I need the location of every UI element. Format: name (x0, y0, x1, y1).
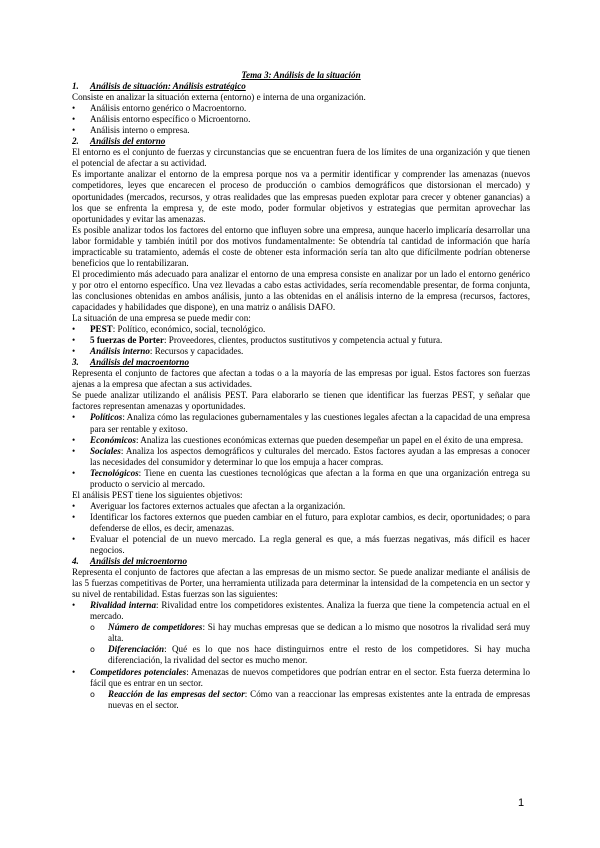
list-item: • Evaluar el potencial de un nuevo mercado. La regla general es que, a más fuerzas negativas, más difícil es hacer negocios. (72, 533, 530, 556)
document-page (72, 70, 530, 711)
list-item: • Análisis interno: Recursos y capacidades. (72, 346, 244, 357)
bullet-icon: • (72, 103, 76, 114)
section-heading-1: 1. Análisis de situación: Análisis estratégico (72, 81, 246, 92)
bullet-icon: • (72, 434, 76, 445)
paragraph: Se puede analizar utilizando el análisis PEST. Para elaborarlo se tienen que identificar las fuerzas PEST, y señalar que factores representan amenazas y oportunidades. (72, 390, 530, 412)
paragraph: Es posible analizar todos los factores del entorno que influyen sobre una empresa, aunque hacerlo implicaría desarrollar una labor formidable y también inútil por dos motivos fundamentalmente: Se obtendría tal cantidad de información que haría impracticable su tratamiento, además el coste de obtener esta información sería tan alto que difícilmente podrían obtenerse beneficios que lo rentabilizaran. (72, 224, 530, 268)
document-title: Tema 3: Análisis de la situación (241, 70, 361, 80)
paragraph: Es importante analizar el entorno de la empresa porque nos va a permitir identificar y comprender las amenazas (nuevos competidores, leyes que encarecen el proceso de producción o cambios demográficos que distorsionan el mercado) y oportunidades (mercados, recursos, y otras realidades que las empresas pueden explotar para crecer y obtener ganancias) a los que se enfrenta la empresa y, de este modo, poder formular objetivos y estrategias que permitan aprovechar las oportunidades y evitar las amenazas. (72, 169, 530, 224)
paragraph: Representa el conjunto de factores que afectan a todas o a la mayoría de las empresas por igual. Estos factores son fuerzas ajenas a la empresa que afectan a sus actividades. (72, 368, 530, 390)
paragraph: Consiste en analizar la situación externa (entorno) e interna de una organización. (72, 92, 366, 103)
section-heading-4: 4. Análisis del microentorno (72, 556, 188, 567)
sub-list-item: o Diferenciación: Qué es lo que nos hace distinguirnos entre el resto de los competidores. Si hay mucha diferenciación, la rivalidad del sector es mucho menor. (90, 644, 530, 666)
list-item: • Análisis entorno genérico o Macroentorno. (72, 103, 247, 114)
circle-bullet-icon: o (90, 689, 95, 699)
bullet-icon: • (72, 346, 76, 357)
paragraph: El análisis PEST tiene los siguientes objetivos: (72, 489, 243, 500)
section-heading-3: 3. Análisis del macroentorno (72, 357, 190, 368)
list-item: • Averiguar los factores externos actuales que afectan a la organización. (72, 500, 346, 511)
sub-list-item: o Número de competidores: Si hay muchas empresas que se dedican a lo mismo que nosotros la rivalidad será muy alta. (90, 622, 530, 644)
sub-list-item: o Reacción de las empresas del sector: Cómo van a reaccionar las empresas existentes ante la entrada de empresas nuevas en el sector. (90, 688, 530, 710)
list-item: • PEST: Político, económico, social, tecnológico. (72, 324, 266, 335)
bullet-icon: • (72, 533, 76, 544)
bullet-icon: • (72, 500, 76, 511)
list-item: • Políticos: Analiza cómo las regulaciones gubernamentales y las cuestiones legales afectan a la capacidad de una empresa para ser rentable y exitoso. (72, 412, 530, 434)
list-item: • Tecnológicos: Tiene en cuenta las cuestiones tecnológicas que afectan a la forma en que una organización entrega su producto o servicio al mercado. (72, 467, 530, 489)
list-item: • Económicos: Analiza las cuestiones económicas externas que pueden desempeñar un papel en el éxito de una empresa. (72, 434, 524, 445)
list-item: • Análisis interno o empresa. (72, 125, 190, 136)
paragraph: El procedimiento más adecuado para analizar el entorno de una empresa consiste en analizar por un lado el entorno genérico y por otro el entorno específico. Una vez llevadas a cabo estas actividades, sería recomendable presentar, de forma conjunta, las conclusiones obtenidas en ambos análisis, junto a las obtenidas en el análisis interno de la empresa (recursos, factores, capacidades y habilidades que dispone), en una matriz o análisis DAFO. (72, 268, 530, 312)
bullet-icon: • (72, 600, 76, 611)
list-item: • Identificar los factores externos que pueden cambiar en el futuro, para explotar cambios, es decir, oportunidades; o para defenderse de ellos, es decir, amenazas. (72, 511, 530, 533)
paragraph: El entorno es el conjunto de fuerzas y circunstancias que se encuentran fuera de los límites de una organización y que tienen el potencial de afectar a su actividad. (72, 147, 530, 169)
bullet-icon: • (72, 114, 76, 125)
circle-bullet-icon: o (90, 623, 95, 633)
list-item: • Análisis entorno específico o Microentorno. (72, 114, 251, 125)
bullet-icon: • (72, 511, 76, 522)
bullet-icon: • (72, 324, 76, 335)
list-item: • Competidores potenciales: Amenazas de nuevos competidores que podrían entrar en el sector. Esta fuerza determina lo fácil que es entrar en un sector. (72, 666, 531, 688)
section-heading-2: 2. Análisis del entorno (72, 136, 166, 147)
bullet-icon: • (72, 335, 76, 346)
paragraph: Representa el conjunto de factores que afectan a las empresas de un mismo sector. Se puede analizar mediante el análisis de las 5 fuerzas competitivas de Porter, una herramienta utilizada para determinar la intensidad de la competencia en un sector y su nivel de rentabilidad. Estas fuerzas son las siguientes: (72, 567, 530, 600)
bullet-icon: • (72, 467, 76, 478)
bullet-icon: • (72, 666, 76, 677)
bullet-icon: • (72, 412, 76, 423)
list-item: • Rivalidad interna: Rivalidad entre los competidores existentes. Analiza la fuerza que tiene la competencia actual en el mercado. (72, 600, 530, 622)
list-item: • 5 fuerzas de Porter: Proveedores, clientes, productos sustitutivos y competencia actual y futura. (72, 335, 443, 346)
bullet-icon: • (72, 445, 76, 456)
paragraph: La situación de una empresa se puede medir con: (72, 313, 251, 324)
bullet-icon: • (72, 125, 76, 136)
page-number: 1 (518, 797, 525, 809)
circle-bullet-icon: o (90, 645, 95, 655)
list-item: • Sociales: Analiza los aspectos demográficos y culturales del mercado. Estos factores ayudan a las empresas a conocer las necesidades del consumidor y determinar lo que los empuja a hacer compras. (72, 445, 530, 467)
